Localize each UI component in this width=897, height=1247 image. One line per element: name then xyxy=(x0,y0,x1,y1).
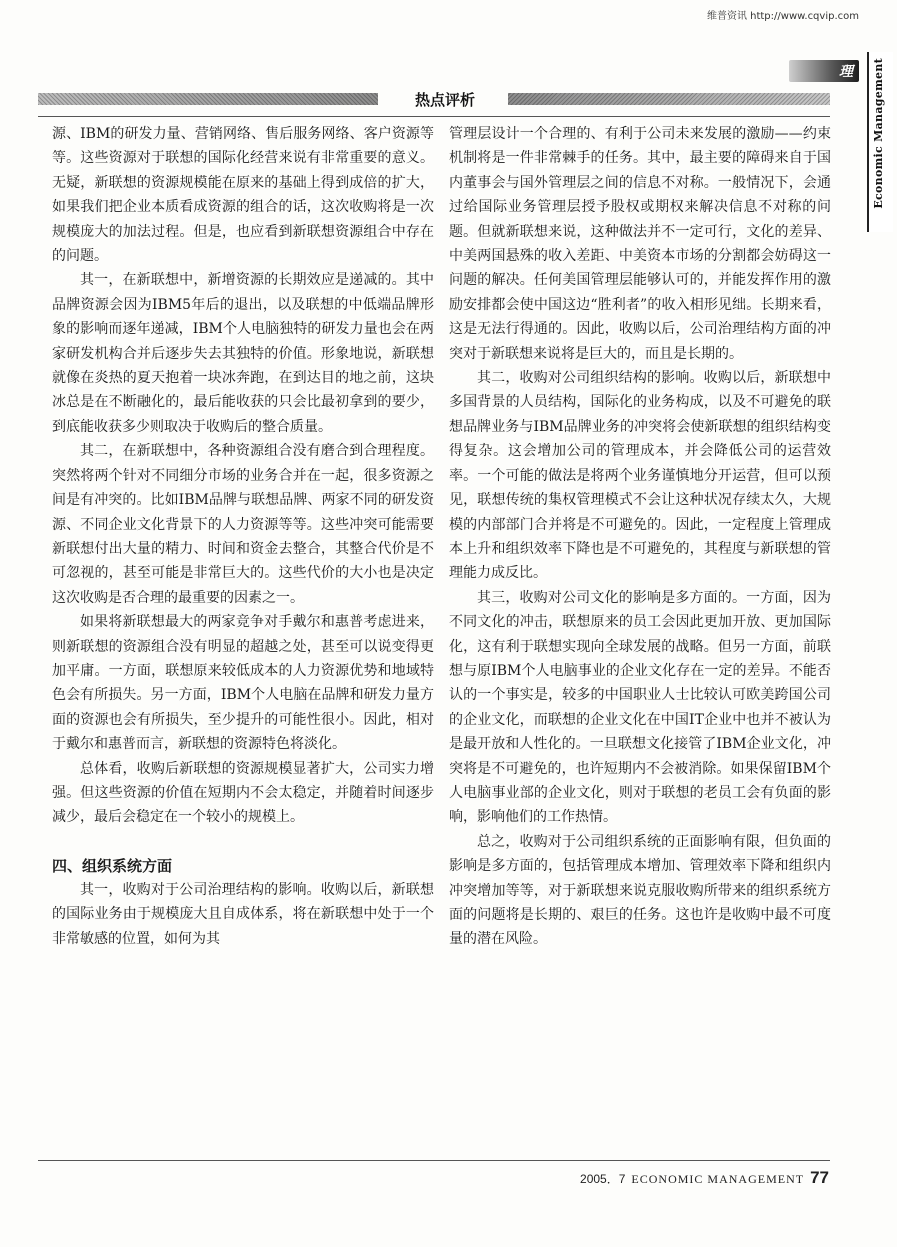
footer-divider xyxy=(38,1160,830,1161)
header-decor-left xyxy=(38,93,378,105)
paragraph: 源、IBM的研发力量、营销网络、售后服务网络、客户资源等等。这些资源对于联想的国际化经营来说有非常重要的意义。无疑，新联想的资源规模能在原来的基础上得到成倍的扩大，如果我们把企业本质看成资源的组合的话，这次收购将是一次规模庞大的加法过程。但是，也应看到新联想资源组合中存在的问题。 xyxy=(52,126,434,265)
paragraph: 其一，收购对于公司治理结构的影响。收购以后，新联想的国际业务由于规模庞大且自成体系，将在新联想中处于一个非常敏感的位置，如何为其 xyxy=(52,881,434,947)
paragraph: 管理层设计一个合理的、有利于公司未来发展的激励——约束机制将是一件非常棘手的任务。其中，最主要的障碍来自于国内董事会与国外管理层之间的信息不对称。一般情况下，会通过给国际业务管理层授予股权或期权来解决信息不对称的问题。但就新联想来说，这种做法并不一定可行，文化的差异、中美两国悬殊的收入差距、中美资本市场的分割都会妨碍这一问题的解决。任何美国管理层能够认可的，并能发挥作用的激励安排都会使中国这边“胜利者”的收入相形见绌。长期来看，这是无法行得通的。因此，收购以后，公司治理结构方面的冲突对于新联想来说将是巨大的，而且是长期的。 xyxy=(449,126,831,362)
site-watermark-note: 维普资讯 http://www.cqvip.com xyxy=(706,11,859,22)
paragraph: 其二，收购对公司组织结构的影响。收购以后，新联想中多国背景的人员结构，国际化的业务构成，以及不可避免的联想品牌业务与IBM品牌业务的冲突将会使新联想的组织结构变得复杂。这会增加公司的管理成本，并会降低公司的运营效率。一个可能的做法是将两个业务谨慎地分开运营，但可以预见，联想传统的集权管理模式不会让这种状况存续太久，大规模的内部部门合并将是不可避免的。因此，一定程度上管理成本上升和组织效率下降也是不可避免的，其程度与新联想的管理能力成反比。 xyxy=(449,370,831,582)
paragraph: 其二，在新联想中，各种资源组合没有磨合到合理程度。突然将两个针对不同细分市场的业务合并在一起，很多资源之间是有冲突的。比如IBM品牌与联想品牌、两家不同的研发资源、不同企业文化背景下的人力资源等等。这些冲突可能需要新联想付出大量的精力、时间和资金去整合，其整合代价是不可忽视的，甚至可能是非常巨大的。这些代价的大小也是决定这次收购是否合理的最重要的因素之一。 xyxy=(52,443,434,606)
footer-issue: 2005．7 xyxy=(580,1172,626,1186)
page-number: 77 xyxy=(810,1168,829,1187)
paragraph: 总体看，收购后新联想的资源规模显著扩大，公司实力增强。但这些资源的价值在短期内不会太稳定，并随着时间逐步减少，最后会稳定在一个较小的规模上。 xyxy=(52,760,434,826)
section-title: 热点评析 xyxy=(414,91,475,109)
footer-journal-name: ECONOMIC MANAGEMENT xyxy=(631,1172,805,1186)
page-footer xyxy=(580,1168,829,1188)
header-divider xyxy=(38,116,830,117)
header-decor-right xyxy=(508,93,830,105)
side-journal-tab xyxy=(867,52,893,232)
left-text-column xyxy=(52,122,434,951)
paragraph: 如果将新联想最大的两家竞争对手戴尔和惠普考虑进来，则新联想的资源组合没有明显的超越之处，甚至可以说变得更加平庸。一方面，联想原来较低成本的人力资源优势和地域特色会有所损失。另一方面，IBM个人电脑在品牌和研发力量方面的资源也会有所损失，至少提升的可能性很小。因此，相对于戴尔和惠普而言，新联想的资源特色将淡化。 xyxy=(52,614,434,753)
corner-logo-mark xyxy=(789,60,859,82)
corner-mark-text: 理 xyxy=(839,64,853,80)
section-header-band xyxy=(38,88,830,110)
right-text-column xyxy=(449,122,831,952)
paragraph: 其一，在新联想中，新增资源的长期效应是递减的。其中品牌资源会因为IBM5年后的退出，以及联想的中低端品牌形象的影响而逐年递减，IBM个人电脑独特的研发力量也会在两家研发机构合并后逐步失去其独特的价值。形象地说，新联想就像在炎热的夏天抱着一块冰奔跑，在到达目的地之前，这块冰总是在不断融化的，最后能收获的只会比最初拿到的要少，到底能收获多少则取决于收购后的整合质量。 xyxy=(52,272,434,435)
paragraph: 其三，收购对公司文化的影响是多方面的。一方面，因为不同文化的冲击，联想原来的员工会因此更加开放、更加国际化，这有利于联想实现向全球发展的战略。但另一方面，前联想与原IBM个人电脑事业的企业文化存在一定的差异。不能否认的一个事实是，较多的中国职业人士比较认可欧美跨国公司的企业文化，而联想的企业文化在中国IT企业中也并不被认为是最开放和人性化的。一旦联想文化接管了IBM企业文化，冲突将是不可避免的，也许短期内不会被消除。如果保留IBM个人电脑事业部的企业文化，则对于联想的老员工会有负面的影响，影响他们的工作热情。 xyxy=(449,589,831,826)
side-tab-label: Economic Management xyxy=(872,58,885,209)
paragraph: 总之，收购对于公司组织系统的正面影响有限，但负面的影响是多方面的，包括管理成本增加、管理效率下降和组织内冲突增加等等，对于新联想来说克服收购所带来的组织系统方面的问题将是长期的、艰巨的任务。这也许是收购中最不可度量的潜在风险。 xyxy=(449,833,831,948)
section-heading: 四、组织系统方面 xyxy=(52,856,173,875)
